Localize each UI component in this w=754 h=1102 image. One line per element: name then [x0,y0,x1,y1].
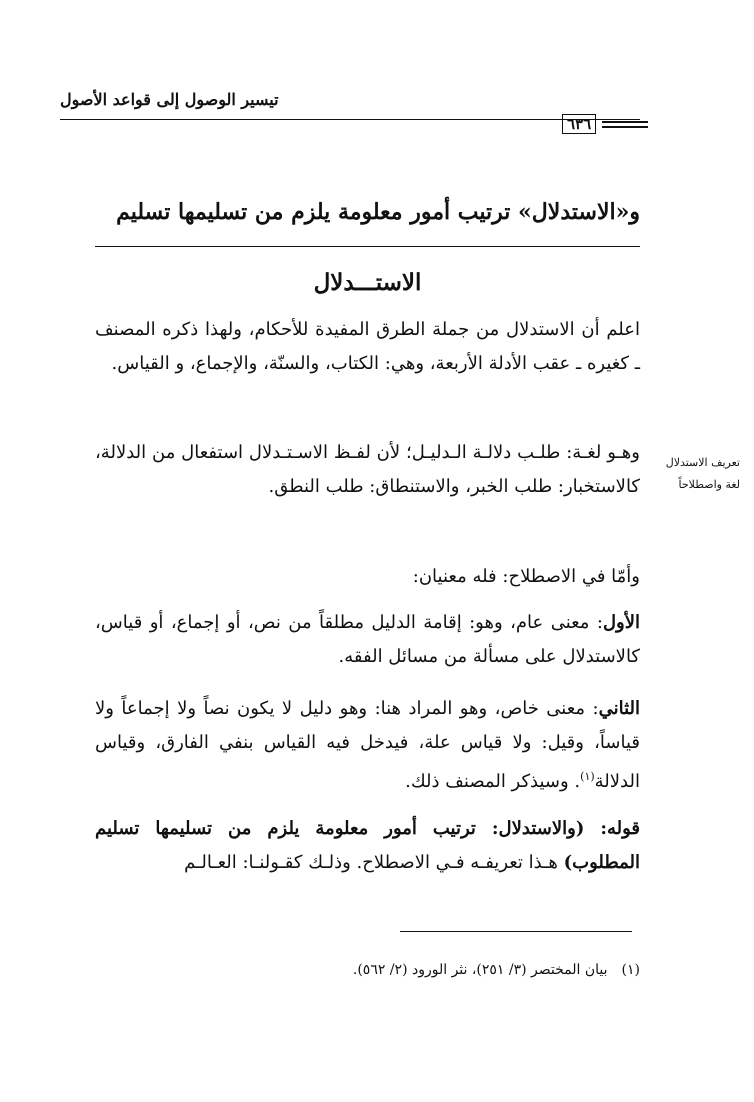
margin-note [620,452,740,496]
paragraph-linguistic-definition: وهـو لغـة: طلـب دلالـة الـدليـل؛ لأن لفـظ الاسـتـدلال استفعال من الدلالة، كالاستخبار: طلب الخبر، والاستنطاق: طلب النطق. [95,442,640,497]
paragraph-first-meaning [95,606,640,674]
page-number-ornament [602,118,648,131]
running-title: تيسير الوصول إلى قواعد الأصول [60,90,279,109]
paragraph-intro: اعلم أن الاستدلال من جملة الطرق المفيدة للأحكام، ولهذا ذكره المصنف ـ كغيره ـ عقب الأدلة الأربعة، وهي: الكتاب، والسنّة، والإجماع، و القياس. [95,319,641,374]
footnote-rule [400,931,632,932]
first-meaning-label: الأول [602,612,640,633]
matn-rule [95,246,640,247]
margin-note-line-1: تعريف الاستدلال [665,456,740,469]
section-heading: الاستـــدلال [313,269,422,296]
header-rule [60,119,640,120]
margin-note-line-2: لغة واصطلاحاً [678,478,740,491]
second-meaning-label: الثاني [598,698,640,719]
paragraph-second-meaning [95,692,640,799]
footnote-marker: (١) [621,962,640,978]
matn-text: و«الاستدلال» ترتيب أمور معلومة يلزم من تسليمها تسليم [116,199,640,225]
second-meaning-tail: . وسيذكر المصنف ذلك. [405,771,581,792]
commentary-text: هـذا تعريفـه فـي الاصطلاح. وذلـك كقـولنـا: العـالـم [184,852,564,873]
paragraph-technical-intro: وأمّا في الاصطلاح: فله معنيان: [412,566,640,587]
first-meaning-text: : معنى عام، وهو: إقامة الدليل مطلقاً من نص، أو إجماع، أو قياس، كالاستدلال على مسألة من مسائل الفقه. [95,612,640,667]
footnote-reference[interactable]: (١) [580,770,595,783]
footnote-text: بيان المختصر (٣/ ٢٥١)، نثر الورود (٢/ ٥٦٢). [352,962,608,978]
second-meaning-text: : معنى خاص، وهو المراد هنا: وهو دليل لا يكون نصاً ولا إجماعاً ولا قياساً، وقيل: ولا قياس علة، فيدخل فيه القياس بنفي الفارق، وقياس الدلالة [95,698,640,792]
commentary-quote: قوله: (والاستدلال: ترتيب أمور معلومة يلزم من تسليمها تسليم المطلوب) [95,818,640,873]
page-number: ٦٣٦ [562,114,596,134]
page-number-box [562,114,648,134]
paragraph-commentary [95,812,640,880]
footnote [250,958,640,982]
